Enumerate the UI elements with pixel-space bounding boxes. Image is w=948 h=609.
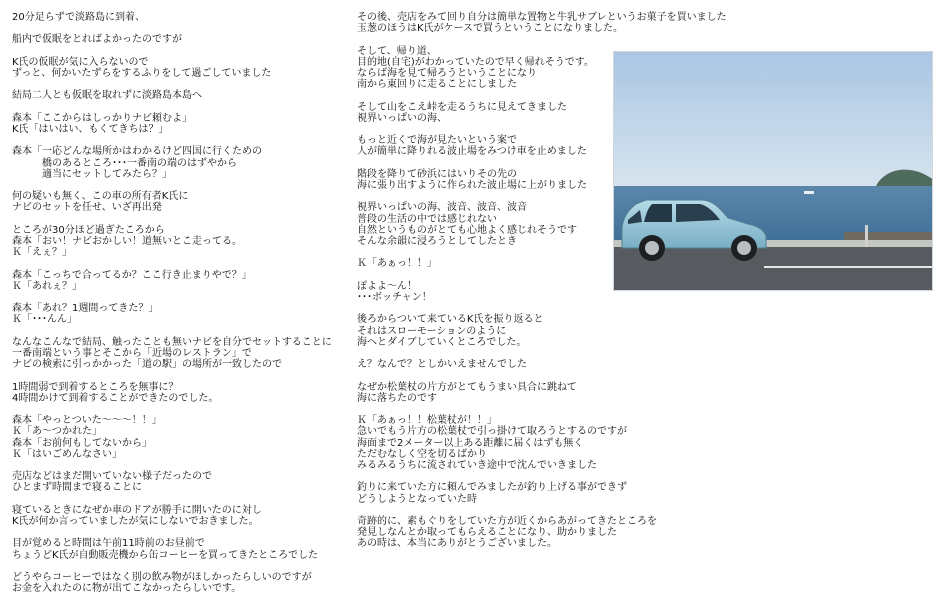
breakwater-rocks bbox=[844, 232, 933, 240]
paragraph: 目が覚めると時間は午前11時前のお昼前で ちょうどK氏が自動販売機から缶コーヒーを買ってきたところでした bbox=[12, 538, 319, 561]
paragraph: 階段を降りて砂浜にはいりその先の 海に張り出すように作られた波止場に上がりました bbox=[357, 168, 587, 191]
paragraph: 売店などはまだ開いていない様子だったので ひとまず時間まで寝ることに bbox=[12, 471, 212, 494]
paragraph: 視界いっぱいの海、波音、波音、波音 普段の生活の中では感じれない 自然というものがとても心地よく感じれそうです そんな余韻に浸ろうとしてしたとき bbox=[357, 202, 577, 247]
post bbox=[865, 225, 868, 249]
paragraph: 何の疑いも無く、この車の所有者K氏に ナビのセットを任せ、いざ再出発 bbox=[12, 191, 189, 214]
paragraph: 後ろからついて来ているK氏を振り返ると それはスローモーションのように 海へとダイブしていくところでした。 bbox=[357, 314, 544, 348]
paragraph: ぽよよ～ん！ ･･･ボッチャン！ bbox=[357, 280, 432, 303]
dialogue: ところが30分ほど過ぎたころから 森本「おい！ナビおかしい！道無いとこ走ってる。 Ｋ「えぇ？」 bbox=[12, 224, 242, 259]
paragraph: 結局二人とも仮眠を取れずに淡路島本島へ bbox=[12, 90, 202, 102]
photo-illustration bbox=[614, 52, 933, 291]
dialogue: 森本「やっとついた～～～！！」 Ｋ「あ～つかれた」 森本「お前何もしてないから」 Ｋ「はいごめんなさい」 bbox=[12, 415, 162, 460]
dialogue: Ｋ「あぁっ！！松葉杖が！！」 急いでもう片方の松葉杖で引っ掛けて取ろうとするのですが 海面まで2メーター以上ある距離に届くはずも無く ただむなしく空を切るばかり みるみるうちに流されていき途中で沈んでいきました bbox=[357, 415, 627, 471]
paragraph: なぜか松葉杖の片方がとてもうまい具合に跳ねて 海に落ちたのです bbox=[357, 381, 577, 404]
boat bbox=[804, 191, 814, 194]
road-line bbox=[764, 266, 933, 268]
paragraph: 奇跡的に、素もぐりをしていた方が近くからあがってきたところを 発見しなんとか取ってもらえることになり、助かりました あの時は、本当にありがとうございました。 bbox=[357, 515, 657, 550]
paragraph: その後、売店をみて回り自分は簡単な置物と牛乳サブレというお菓子を買いました 玉葱のほうはK氏がケースで買うということになりました。 bbox=[357, 12, 727, 35]
dialogue: 森本「あれ？1週間ってきた？」 Ｋ「･･･んん」 bbox=[12, 303, 159, 326]
paragraph: 1時間弱で到着するところを無事に？ 4時間かけて到着することができたのでした。 bbox=[12, 381, 219, 404]
paragraph: そして、帰り道、 目的地(自宅)がわかっていたので早く帰れそうです。 ならば海を見て帰ろうということになり 南から東回りに走ることにしました bbox=[357, 45, 595, 91]
paragraph: そして山をこえ峠を走るうちに見えてきました 視界いっぱいの海、 bbox=[357, 101, 567, 124]
dialogue: 森本「一応どんな場所かはわかるけど四国に行くための 橋のあるところ･･･一番南の端のはずやから 適当にセットしてみたら？」 bbox=[12, 146, 262, 180]
paragraph: 船内で仮眠をとればよかったのですが bbox=[12, 34, 182, 46]
paragraph: K氏の仮眠が気に入らないので ずっと、何かいたずらをするふりをして過ごしていました bbox=[12, 56, 272, 79]
seaside-car-photo bbox=[613, 51, 933, 291]
paragraph: なんなこんなで結局、触ったことも無いナビを自分でセットすることに 一番南端という事とそこから「近場のレストラン」で ナビの検索に引っかかった「道の駅」の場所が一致したので bbox=[12, 336, 332, 371]
sky bbox=[614, 52, 933, 186]
left-text-column bbox=[12, 12, 342, 606]
dialogue: 森本「こっちで合ってるか？ここ行き止まりやで？」 Ｋ「あれぇ？」 bbox=[12, 269, 252, 292]
paragraph: え？なんで？としかいえませんでした bbox=[357, 359, 527, 371]
paragraph: もっと近くで海が見たいという案で 人が簡単に降りれる波止場をみつけ車を止めました bbox=[357, 135, 587, 158]
dialogue: Ｋ「あぁっ！！」 bbox=[357, 258, 437, 270]
paragraph: 寝ているときになぜか車のドアが勝手に開いたのに対し K氏が何か言っていましたが気にしないでおきました。 bbox=[12, 504, 262, 527]
dialogue: 森本「ここからはしっかりナビ頼むよ」 K氏「はいはい、もくてきちは？」 bbox=[12, 112, 192, 135]
paragraph: 釣りに来ていた方に頼んでみましたが釣り上げる事ができず どうしようとなっていた時 bbox=[357, 482, 627, 505]
paragraph: どうやらコーヒーではなく別の飲み物がほしかったらしいのですが お金を入れたのに物が出てこなかったらしいです。 bbox=[12, 571, 312, 595]
paragraph: 20分足らずで淡路島に到着、 bbox=[12, 12, 146, 23]
